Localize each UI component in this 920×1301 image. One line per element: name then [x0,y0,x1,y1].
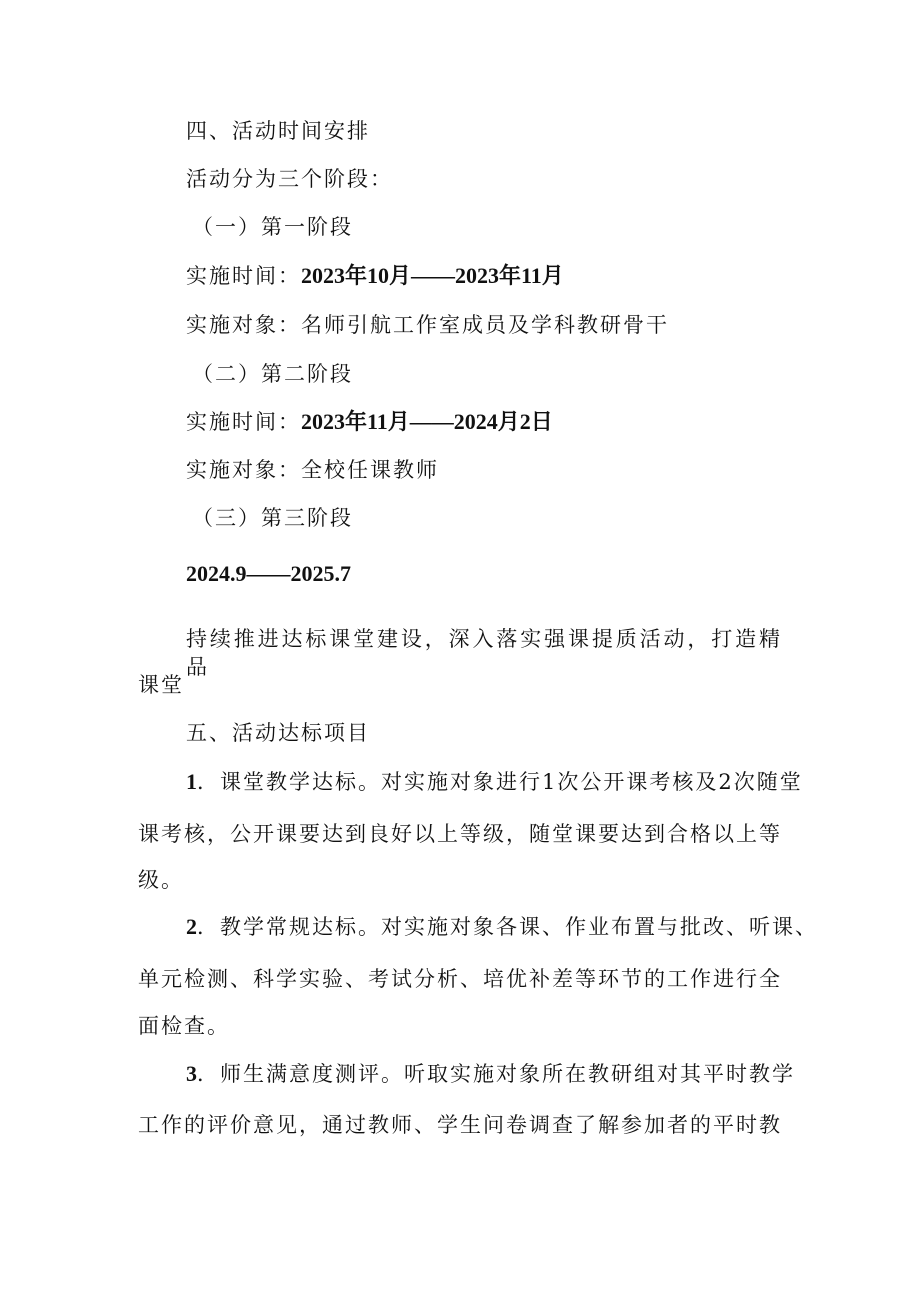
item-3-text-1: ．师生满意度测评。听取实施对象所在教研组对其平时教学 [197,1062,795,1086]
section-4-intro: 活动分为三个阶段： [186,167,393,191]
section-5-heading: 五、活动达标项目 [186,721,370,745]
stage-2-target-value: 全校任课教师 [301,458,439,482]
stage-1-time [186,262,564,290]
stage-1-time-label: 实施时间： [186,264,301,288]
item-3-number: 3 [186,1061,197,1086]
item-2-line-2: 单元检测、科学实验、考试分析、培优补差等环节的工作进行全 [138,967,782,991]
item-1-line-2: 课考核，公开课要达到良好以上等级，随堂课要达到合格以上等 [138,822,782,846]
stage-3-title: （三）第三阶段 [192,506,353,530]
stage-1-target [186,311,669,339]
stage-3-period: 2024.9——2025.7 [186,561,351,586]
item-2-text-1: ．教学常规达标。对实施对象各课、作业布置与批改、听课、 [197,915,818,939]
item-2-line-1 [186,913,818,941]
stage-2-target [186,456,439,484]
stage-2-time [186,408,553,436]
stage-3-desc-line-1: 持续推进达标课堂建设，深入落实强课提质活动，打造精品 [186,627,782,679]
section-4-heading: 四、活动时间安排 [186,119,370,143]
stage-3-desc-line-2: 课堂 [138,673,184,697]
stage-2-title: （二）第二阶段 [192,362,353,386]
item-2-number: 2 [186,914,197,939]
stage-2-time-label: 实施时间： [186,410,301,434]
item-3-line-2: 工作的评价意见，通过教师、学生问卷调查了解参加者的平时教 [138,1113,782,1137]
stage-1-target-value: 名师引航工作室成员及学科教研骨干 [301,313,669,337]
item-2-line-3: 面检查。 [138,1014,230,1038]
item-1-text-1: ．课堂教学达标。对实施对象进行1次公开课考核及2次随堂 [197,770,803,794]
stage-1-title: （一）第一阶段 [192,215,353,239]
item-1-line-3: 级。 [138,868,184,892]
stage-2-time-value: 2023年11月——2024月2日 [301,409,553,434]
item-3-line-1 [186,1060,795,1088]
stage-1-target-label: 实施对象： [186,313,301,337]
item-1-number: 1 [186,769,197,794]
item-1-line-1 [186,768,803,796]
stage-1-time-value: 2023年10月——2023年11月 [301,263,564,288]
stage-2-target-label: 实施对象： [186,458,301,482]
